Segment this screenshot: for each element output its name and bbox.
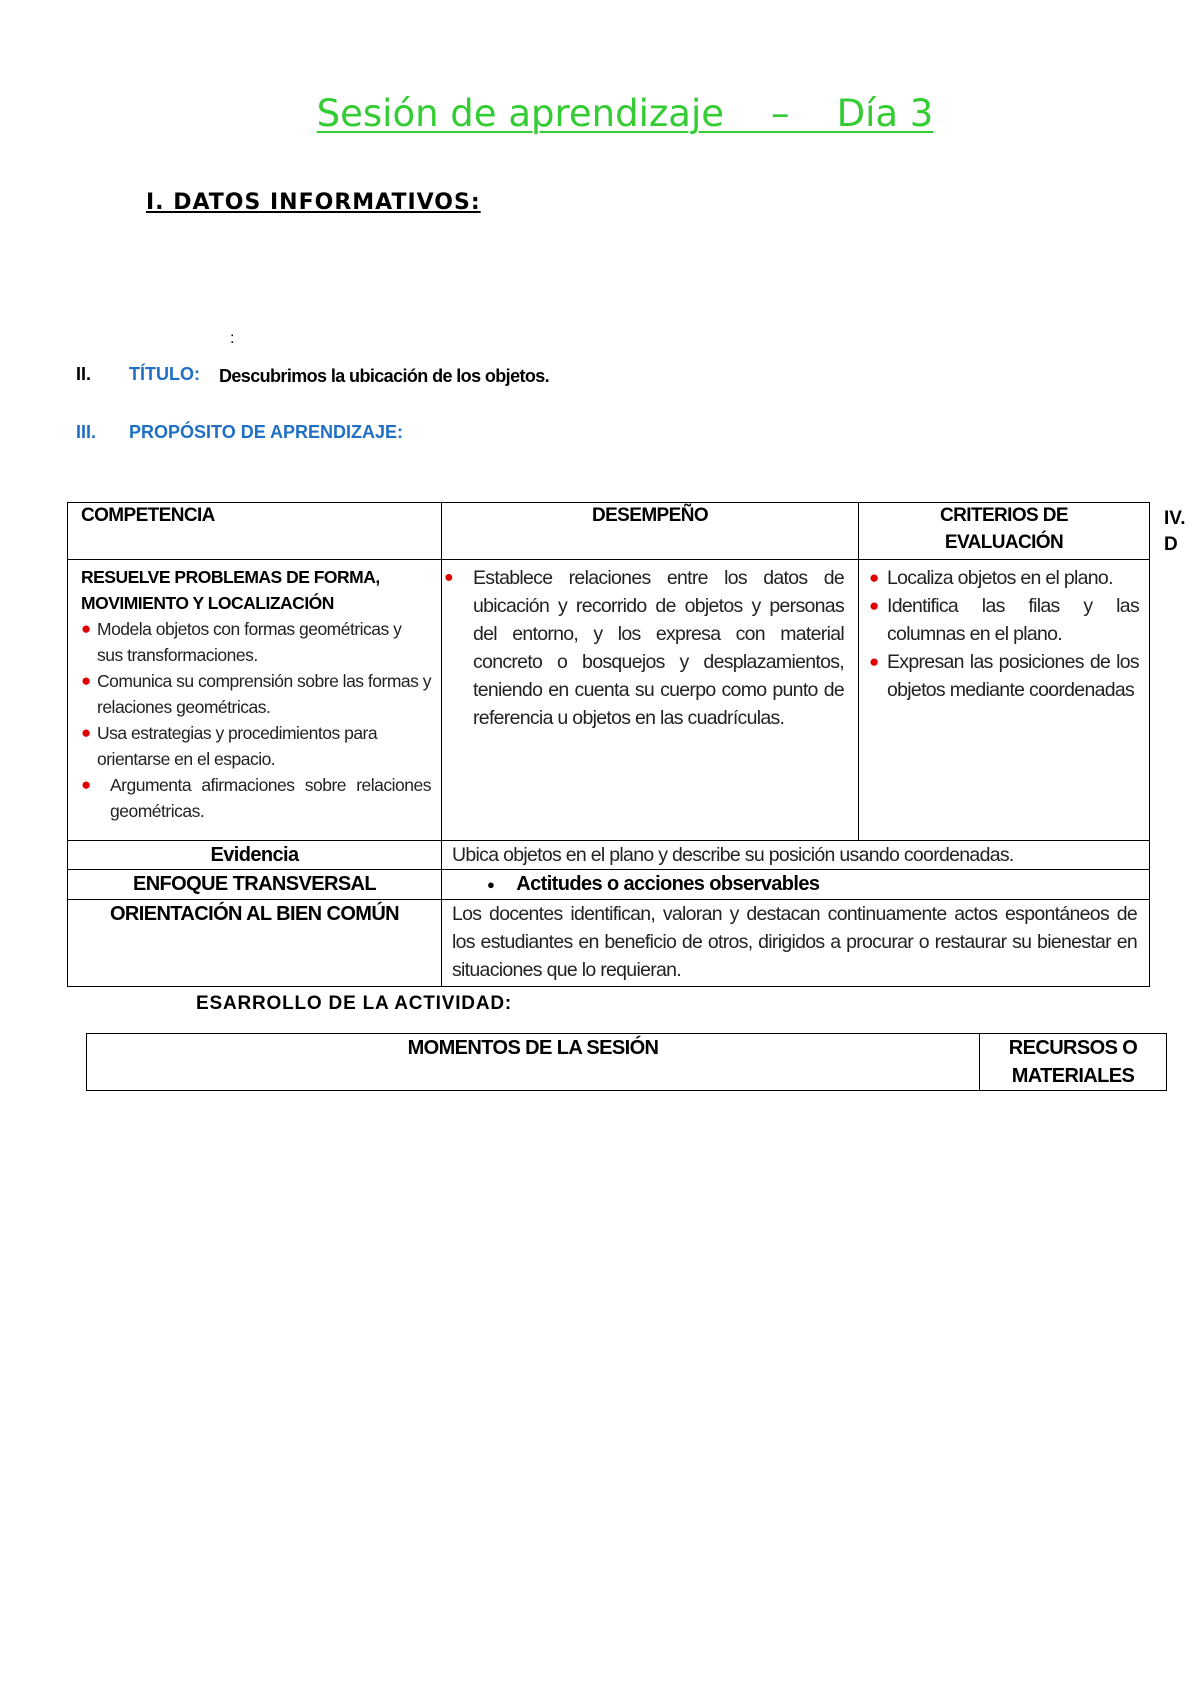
orientacion-label-cell: ORIENTACIÓN AL BIEN COMÚN — [68, 899, 442, 986]
bullet-icon: ● — [444, 569, 453, 586]
competencia-list — [81, 616, 431, 824]
enfoque-label-cell: ENFOQUE TRANSVERSAL — [68, 870, 442, 900]
competencia-item: ● Comunica su comprensión sobre las formas y relaciones geométricas. — [81, 671, 432, 717]
competencia-item: ● Modela objetos con formas geométricas y sus transformaciones. — [81, 619, 402, 665]
desempeno-cell — [442, 560, 859, 841]
section-4-fragment: IV. D — [1164, 508, 1186, 555]
page-title: Sesión de aprendizaje – Día 3 — [316, 92, 934, 135]
momentos-table — [86, 1033, 1167, 1091]
session-title-value: Descubrimos la ubicación de los objetos. — [219, 366, 550, 386]
section-3-number: III. — [76, 422, 97, 442]
criterios-cell — [859, 560, 1150, 841]
criterios-list — [869, 564, 1139, 704]
section-2-number: II. — [76, 364, 92, 384]
evidencia-text-cell: Ubica objetos en el plano y describe su posición usando coordenadas. — [442, 841, 1150, 870]
header-criterios: CRITERIOS DE EVALUACIÓN — [859, 503, 1150, 560]
criterio-item: ● Localiza objetos en el plano. — [869, 567, 1113, 589]
orientacion-text-cell: Los docentes identifican, valoran y destacan continuamente actos espontáneos de los estudiantes en beneficio de otros, dirigidos a procurar o restaurar su bienestar en situaciones que lo requieran. — [442, 899, 1150, 986]
section-2-label: TÍTULO: — [129, 364, 200, 384]
recursos-header: RECURSOS O MATERIALES — [980, 1034, 1167, 1091]
competencia-item: ● Argumenta afirmaciones sobre relaciones geométricas. — [81, 775, 431, 821]
competencia-cell — [68, 560, 442, 841]
criterio-item: ● Expresan las posiciones de los objetos mediante coordenadas — [869, 651, 1139, 701]
evidencia-label-cell: Evidencia — [68, 841, 442, 870]
section-datos-informativos: I. DATOS INFORMATIVOS: — [146, 190, 481, 215]
competencia-item: ● Usa estrategias y procedimientos para orientarse en el espacio. — [81, 723, 378, 769]
header-competencia: COMPETENCIA — [68, 503, 442, 560]
desempeno-item: ● Establece relaciones entre los datos de ubicación y recorrido de objetos y personas del entorno, y los expresa con material concreto o bosquejos y desplazamientos, teniendo en cuenta su cuerpo como punto de referencia u objetos en las cuadrículas. — [444, 564, 844, 732]
momentos-header: MOMENTOS DE LA SESIÓN — [87, 1034, 980, 1091]
header-desempeno: DESEMPEÑO — [442, 503, 859, 560]
proposito-table — [67, 502, 1150, 987]
section-desarrollo: ESARROLLO DE LA ACTIVIDAD: — [196, 993, 512, 1014]
criterio-item: ● Identifica las filas y las columnas en el plano. — [869, 595, 1139, 645]
bullet-icon: ● — [487, 876, 495, 892]
section-3-label: PROPÓSITO DE APRENDIZAJE: — [129, 422, 404, 442]
colon-mark: : — [230, 330, 235, 347]
actitudes-cell: ● Actitudes o acciones observables — [442, 870, 1150, 900]
competencia-title: RESUELVE PROBLEMAS DE FORMA, MOVIMIENTO Y LOCALIZACIÓN — [81, 567, 380, 613]
